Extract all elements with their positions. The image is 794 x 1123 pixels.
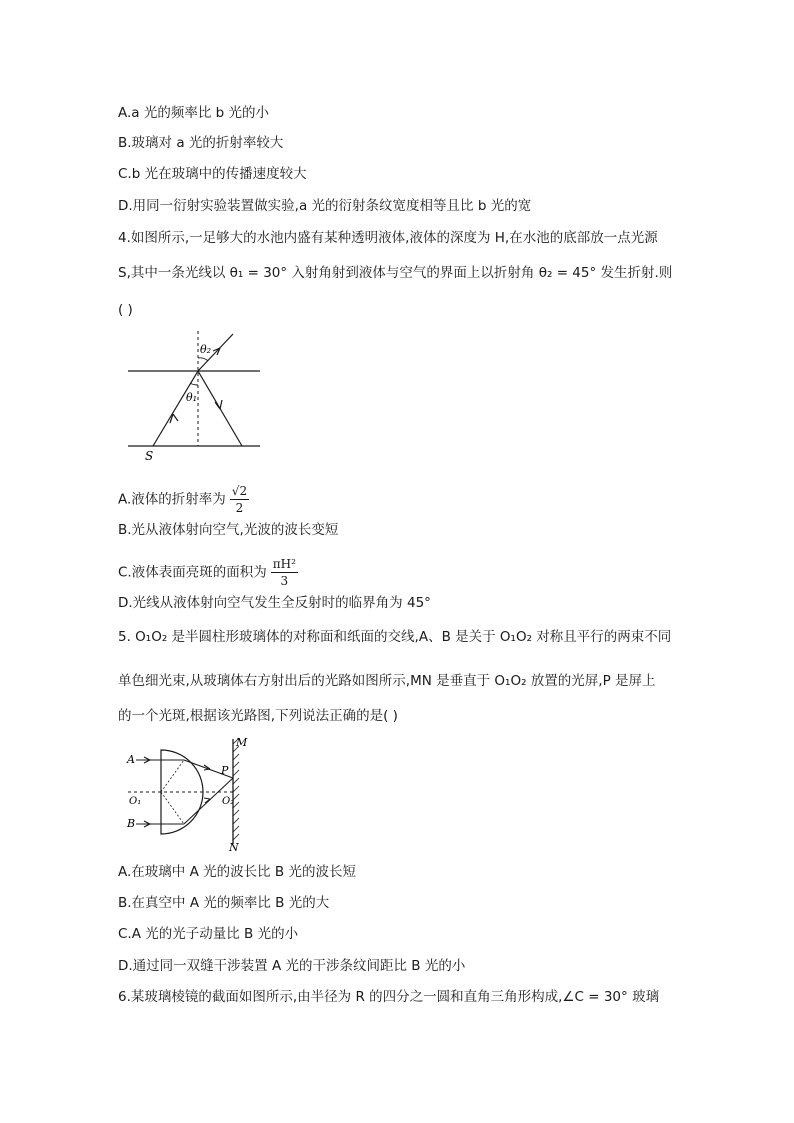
label-n: N <box>229 841 239 854</box>
q5-option-c: C.A 光的光子动量比 B 光的小 <box>118 926 299 942</box>
fraction-num: πH² <box>272 557 296 571</box>
option-q3-c: C.b 光在玻璃中的传播速度较大 <box>118 166 307 182</box>
q4-answer-paren: ( ) <box>118 302 133 318</box>
fraction-sqrt2-over-2 <box>230 483 249 516</box>
label-theta1: θ₁ <box>186 391 198 404</box>
theta2-arc <box>198 358 208 361</box>
q5-stem-line1: 5. O₁O₂ 是半圆柱形玻璃体的对称面和纸面的交线,A、B 是关于 O₁O₂ 对称且平行的两束不同 <box>118 629 672 645</box>
option-q3-d: D.用同一衍射实验装置做实验,a 光的衍射条纹宽度相等且比 b 光的宽 <box>118 198 532 214</box>
q4-option-c <box>118 556 298 589</box>
q5-option-d: D.通过同一双缝干涉装置 A 光的干涉条纹间距比 B 光的小 <box>118 958 466 974</box>
q5-stem-line2: 单色细光束,从玻璃体右方射出后的光路如图所示,MN 是垂直于 O₁O₂ 放置的光屏,P 是屏上 <box>118 673 656 689</box>
q5-figure <box>118 734 268 854</box>
option-q3-b: B.玻璃对 a 光的折射率较大 <box>118 135 284 151</box>
label-m: M <box>236 736 248 749</box>
q4-option-a-text: A.液体的折射率为 <box>118 491 226 508</box>
q6-stem-line1: 6.某玻璃棱镜的截面如图所示,由半径为 R 的四分之一圆和直角三角形构成,∠C = 30° 玻璃 <box>118 989 660 1005</box>
label-theta2: θ₂ <box>200 343 212 356</box>
q5-stem-line3: 的一个光斑,根据该光路图,下列说法正确的是( ) <box>118 708 398 724</box>
q4-option-b: B.光从液体射向空气,光波的波长变短 <box>118 522 339 538</box>
label-o2: O₂ <box>222 796 235 807</box>
label-p: P <box>221 764 229 777</box>
q4-option-d: D.光线从液体射向空气发生全反射时的临界角为 45° <box>118 595 431 611</box>
fraction-den: 3 <box>280 574 289 588</box>
fraction-num: √2 <box>231 484 248 498</box>
normal-a <box>161 760 184 792</box>
label-b: B <box>127 817 136 830</box>
label-o1: O₁ <box>129 796 142 807</box>
q4-stem-line2: S,其中一条光线以 θ₁ = 30° 入射角射到液体与空气的界面上以折射角 θ₂ = 45° 发生折射.则 <box>118 265 673 281</box>
label-s: S <box>145 449 154 463</box>
screen-hatching <box>233 738 239 840</box>
q4-stem-line1: 4.如图所示,一足够大的水池内盛有某种透明液体,液体的深度为 H,在水池的底部放一点光源 <box>118 230 658 246</box>
option-q3-a: A.a 光的频率比 b 光的小 <box>118 105 270 121</box>
theta1-arc <box>190 383 198 385</box>
q5-option-b: B.在真空中 A 光的频率比 B 光的大 <box>118 895 330 911</box>
q4-figure <box>118 326 278 466</box>
q4-option-c-text: C.液体表面亮斑的面积为 <box>118 564 267 581</box>
incident-ray <box>153 371 198 446</box>
q4-option-a <box>118 483 249 516</box>
fraction-den: 2 <box>235 501 244 515</box>
q5-option-a: A.在玻璃中 A 光的波长比 B 光的波长短 <box>118 864 356 880</box>
normal-b <box>161 792 184 824</box>
fraction-piH2-over-3 <box>271 556 298 589</box>
label-a: A <box>127 753 135 766</box>
